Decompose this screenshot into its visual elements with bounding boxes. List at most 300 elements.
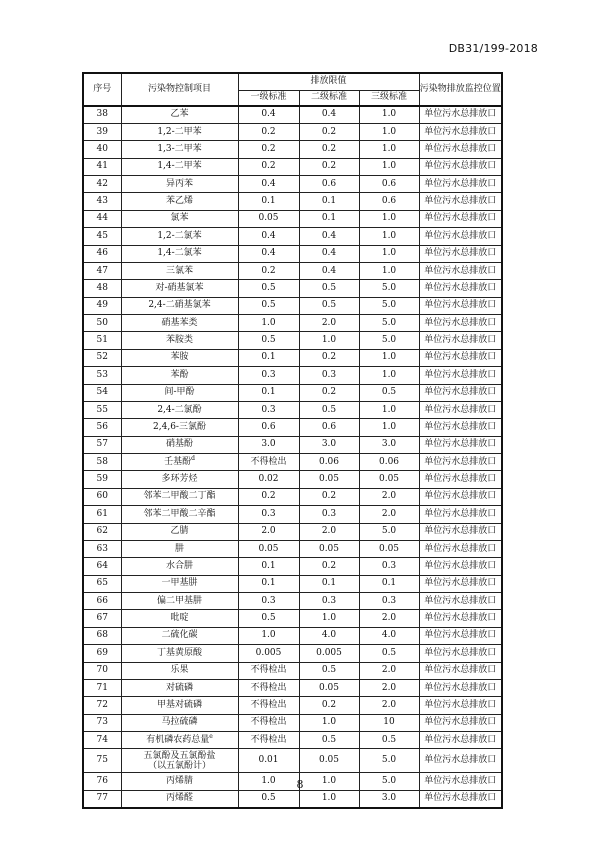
cell-level1: 3.0 <box>238 436 299 453</box>
cell-location: 单位污水总排放口 <box>419 176 502 193</box>
cell-item <box>121 488 238 505</box>
table-row <box>83 790 502 807</box>
cell-item <box>121 280 238 297</box>
cell-level2: 0.1 <box>299 210 359 227</box>
table-row <box>83 280 502 297</box>
table-row <box>83 679 502 696</box>
cell-item <box>121 679 238 696</box>
table-row <box>83 575 502 592</box>
cell-location: 单位污水总排放口 <box>419 315 502 332</box>
cell-seq: 55 <box>83 401 121 418</box>
table-row <box>83 749 502 773</box>
cell-seq: 64 <box>83 558 121 575</box>
cell-level1: 0.3 <box>238 401 299 418</box>
cell-level3: 1.0 <box>359 106 419 123</box>
table-row <box>83 627 502 644</box>
table-row <box>83 141 502 158</box>
item-name: 水合肼 <box>165 560 193 571</box>
cell-level3: 2.0 <box>359 488 419 505</box>
cell-seq: 53 <box>83 367 121 384</box>
cell-level1: 0.3 <box>238 593 299 610</box>
table-row <box>83 488 502 505</box>
cell-level1: 不得检出 <box>238 714 299 731</box>
cell-level2: 0.5 <box>299 662 359 679</box>
cell-level2: 1.0 <box>299 773 359 790</box>
cell-level3: 3.0 <box>359 436 419 453</box>
cell-level2: 0.05 <box>299 749 359 773</box>
cell-level2: 3.0 <box>299 436 359 453</box>
cell-level2: 0.4 <box>299 106 359 123</box>
cell-location: 单位污水总排放口 <box>419 471 502 488</box>
cell-level3: 1.0 <box>359 262 419 279</box>
cell-level3: 0.5 <box>359 384 419 401</box>
table-row <box>83 158 502 175</box>
column-header-seq: 序号 <box>83 73 121 106</box>
cell-level2: 2.0 <box>299 315 359 332</box>
cell-level2: 0.6 <box>299 176 359 193</box>
column-header-level1: 一级标准 <box>238 90 299 106</box>
cell-seq: 73 <box>83 714 121 731</box>
cell-item <box>121 106 238 123</box>
footnote-marker: e <box>209 732 213 740</box>
cell-level1: 1.0 <box>238 315 299 332</box>
cell-level3: 1.0 <box>359 123 419 140</box>
cell-location: 单位污水总排放口 <box>419 280 502 297</box>
cell-level1: 0.1 <box>238 349 299 366</box>
cell-level1: 0.5 <box>238 610 299 627</box>
item-name: 硝基苯类 <box>161 317 198 328</box>
cell-level3: 5.0 <box>359 749 419 773</box>
cell-level1: 不得检出 <box>238 732 299 749</box>
cell-level3: 5.0 <box>359 280 419 297</box>
cell-level1: 0.2 <box>238 488 299 505</box>
cell-seq: 42 <box>83 176 121 193</box>
table-row <box>83 245 502 262</box>
cell-level3: 1.0 <box>359 401 419 418</box>
cell-level1: 0.5 <box>238 332 299 349</box>
cell-level1: 不得检出 <box>238 679 299 696</box>
cell-seq: 43 <box>83 193 121 210</box>
cell-seq: 52 <box>83 349 121 366</box>
cell-item <box>121 193 238 210</box>
item-name: 异丙苯 <box>165 178 193 189</box>
table-row <box>83 697 502 714</box>
item-name: 吡啶 <box>170 613 189 624</box>
table-row <box>83 540 502 557</box>
cell-level3: 5.0 <box>359 523 419 540</box>
cell-level1: 0.1 <box>238 575 299 592</box>
item-name: 有机磷农药总量 <box>146 734 210 745</box>
cell-level2: 4.0 <box>299 627 359 644</box>
cell-seq: 68 <box>83 627 121 644</box>
cell-level2: 0.2 <box>299 349 359 366</box>
cell-level3: 1.0 <box>359 245 419 262</box>
table-row <box>83 332 502 349</box>
cell-location: 单位污水总排放口 <box>419 401 502 418</box>
table-row <box>83 610 502 627</box>
cell-seq: 65 <box>83 575 121 592</box>
cell-level2: 0.2 <box>299 123 359 140</box>
cell-level2: 0.05 <box>299 679 359 696</box>
cell-location: 单位污水总排放口 <box>419 436 502 453</box>
item-name: 壬基酚 <box>164 456 192 467</box>
cell-item <box>121 262 238 279</box>
cell-level2: 0.4 <box>299 228 359 245</box>
table-row <box>83 645 502 662</box>
cell-level1: 0.2 <box>238 141 299 158</box>
cell-level3: 0.05 <box>359 471 419 488</box>
cell-level1: 2.0 <box>238 523 299 540</box>
cell-item <box>121 645 238 662</box>
cell-seq: 76 <box>83 773 121 790</box>
cell-level1: 0.2 <box>238 158 299 175</box>
cell-item <box>121 436 238 453</box>
cell-level1: 不得检出 <box>238 454 299 471</box>
cell-level2: 0.06 <box>299 454 359 471</box>
table-row <box>83 662 502 679</box>
cell-level3: 4.0 <box>359 627 419 644</box>
cell-level1: 1.0 <box>238 773 299 790</box>
cell-level3: 0.5 <box>359 732 419 749</box>
table-row <box>83 315 502 332</box>
cell-item <box>121 367 238 384</box>
cell-location: 单位污水总排放口 <box>419 106 502 123</box>
column-header-limit-group: 排放限值 <box>238 73 419 90</box>
cell-level3: 2.0 <box>359 679 419 696</box>
item-name: 多环芳烃 <box>161 474 198 485</box>
cell-seq: 40 <box>83 141 121 158</box>
cell-item <box>121 454 238 471</box>
cell-seq: 69 <box>83 645 121 662</box>
cell-level2: 0.2 <box>299 558 359 575</box>
table-row <box>83 384 502 401</box>
cell-level3: 5.0 <box>359 773 419 790</box>
cell-location: 单位污水总排放口 <box>419 540 502 557</box>
cell-item <box>121 697 238 714</box>
cell-level2: 0.3 <box>299 367 359 384</box>
cell-level3: 1.0 <box>359 228 419 245</box>
item-name: 2,4-二硝基氯苯 <box>148 300 211 311</box>
item-name: 二硫化碳 <box>161 630 198 641</box>
cell-level1: 0.2 <box>238 123 299 140</box>
cell-level1: 0.5 <box>238 297 299 314</box>
cell-level2: 1.0 <box>299 332 359 349</box>
cell-level1: 0.02 <box>238 471 299 488</box>
cell-location: 单位污水总排放口 <box>419 790 502 807</box>
cell-item <box>121 662 238 679</box>
cell-location: 单位污水总排放口 <box>419 575 502 592</box>
item-name: 氯苯 <box>170 213 189 224</box>
cell-location: 单位污水总排放口 <box>419 523 502 540</box>
cell-seq: 77 <box>83 790 121 807</box>
cell-seq: 39 <box>83 123 121 140</box>
cell-seq: 72 <box>83 697 121 714</box>
item-name: 1,4-二氯苯 <box>157 248 202 259</box>
cell-item <box>121 575 238 592</box>
cell-item <box>121 471 238 488</box>
table-row <box>83 593 502 610</box>
cell-level2: 0.005 <box>299 645 359 662</box>
table-body <box>83 106 502 808</box>
item-name: 丙烯腈 <box>165 776 193 787</box>
cell-level2: 1.0 <box>299 790 359 807</box>
cell-level1: 0.1 <box>238 193 299 210</box>
cell-location: 单位污水总排放口 <box>419 454 502 471</box>
cell-level3: 0.06 <box>359 454 419 471</box>
cell-location: 单位污水总排放口 <box>419 367 502 384</box>
table-row <box>83 106 502 123</box>
column-header-level3: 三级标准 <box>359 90 419 106</box>
cell-location: 单位污水总排放口 <box>419 662 502 679</box>
cell-level3: 1.0 <box>359 419 419 436</box>
cell-level1: 不得检出 <box>238 697 299 714</box>
cell-level2: 0.2 <box>299 158 359 175</box>
cell-level1: 0.1 <box>238 558 299 575</box>
cell-item <box>121 506 238 523</box>
cell-seq: 62 <box>83 523 121 540</box>
cell-item <box>121 228 238 245</box>
cell-level2: 0.1 <box>299 193 359 210</box>
item-name: 五氯酚及五氯酚盐 （以五氯酚计） <box>143 750 216 771</box>
cell-level3: 1.0 <box>359 141 419 158</box>
cell-level2: 2.0 <box>299 523 359 540</box>
table-row <box>83 506 502 523</box>
cell-location: 单位污水总排放口 <box>419 349 502 366</box>
cell-item <box>121 401 238 418</box>
cell-level1: 0.4 <box>238 106 299 123</box>
cell-item <box>121 176 238 193</box>
item-name: 2,4,6-三氯酚 <box>153 421 206 432</box>
cell-seq: 61 <box>83 506 121 523</box>
cell-level2: 0.3 <box>299 506 359 523</box>
cell-level3: 0.1 <box>359 575 419 592</box>
cell-level1: 0.4 <box>238 176 299 193</box>
cell-level3: 1.0 <box>359 210 419 227</box>
table-row <box>83 123 502 140</box>
item-name: 2,4-二氯酚 <box>157 404 202 415</box>
cell-level1: 0.1 <box>238 384 299 401</box>
item-name: 对硫磷 <box>165 682 193 693</box>
cell-seq: 71 <box>83 679 121 696</box>
cell-level3: 2.0 <box>359 662 419 679</box>
cell-item <box>121 540 238 557</box>
table-row <box>83 262 502 279</box>
cell-level1: 0.4 <box>238 228 299 245</box>
cell-level2: 0.2 <box>299 697 359 714</box>
cell-level1: 0.5 <box>238 790 299 807</box>
table-row <box>83 471 502 488</box>
cell-level3: 2.0 <box>359 610 419 627</box>
table-row <box>83 349 502 366</box>
cell-level3: 0.05 <box>359 540 419 557</box>
cell-seq: 66 <box>83 593 121 610</box>
item-name: 马拉硫磷 <box>161 717 198 728</box>
cell-item <box>121 523 238 540</box>
cell-location: 单位污水总排放口 <box>419 193 502 210</box>
table-row <box>83 714 502 731</box>
item-name: 1,4-二甲苯 <box>157 161 202 172</box>
item-name: 1,3-二甲苯 <box>157 143 202 154</box>
cell-location: 单位污水总排放口 <box>419 297 502 314</box>
cell-item <box>121 384 238 401</box>
cell-level3: 0.6 <box>359 176 419 193</box>
cell-level2: 0.2 <box>299 384 359 401</box>
cell-seq: 59 <box>83 471 121 488</box>
table-row <box>83 193 502 210</box>
emission-limits-table <box>82 72 503 809</box>
cell-level1: 1.0 <box>238 627 299 644</box>
cell-level3: 5.0 <box>359 297 419 314</box>
page-number: 8 <box>296 778 304 791</box>
table-row <box>83 454 502 471</box>
table-row <box>83 436 502 453</box>
item-name: 甲基对硫磷 <box>156 699 202 710</box>
cell-seq: 57 <box>83 436 121 453</box>
cell-level3: 0.5 <box>359 645 419 662</box>
cell-level3: 0.3 <box>359 593 419 610</box>
column-header-location: 污染物排放监控位置 <box>419 73 502 106</box>
cell-seq: 48 <box>83 280 121 297</box>
table-row <box>83 558 502 575</box>
cell-location: 单位污水总排放口 <box>419 245 502 262</box>
cell-level1: 0.4 <box>238 245 299 262</box>
cell-location: 单位污水总排放口 <box>419 384 502 401</box>
cell-level3: 3.0 <box>359 790 419 807</box>
cell-location: 单位污水总排放口 <box>419 593 502 610</box>
cell-location: 单位污水总排放口 <box>419 714 502 731</box>
cell-seq: 46 <box>83 245 121 262</box>
item-name: 苯胺类 <box>165 335 193 346</box>
item-name: 肼 <box>174 543 184 554</box>
cell-level3: 10 <box>359 714 419 731</box>
cell-seq: 51 <box>83 332 121 349</box>
cell-item <box>121 749 238 773</box>
cell-location: 单位污水总排放口 <box>419 749 502 773</box>
cell-item <box>121 245 238 262</box>
footnote-marker: d <box>191 454 195 462</box>
cell-level2: 0.4 <box>299 262 359 279</box>
cell-level2: 0.5 <box>299 401 359 418</box>
item-name: 邻苯二甲酸二辛酯 <box>143 508 216 519</box>
cell-level3: 2.0 <box>359 506 419 523</box>
cell-seq: 50 <box>83 315 121 332</box>
cell-level3: 1.0 <box>359 367 419 384</box>
cell-location: 单位污水总排放口 <box>419 558 502 575</box>
column-header-level2: 二级标准 <box>299 90 359 106</box>
cell-location: 单位污水总排放口 <box>419 679 502 696</box>
cell-level1: 0.5 <box>238 280 299 297</box>
cell-level2: 0.1 <box>299 575 359 592</box>
cell-level2: 0.3 <box>299 593 359 610</box>
cell-location: 单位污水总排放口 <box>419 262 502 279</box>
cell-item <box>121 732 238 749</box>
cell-item <box>121 610 238 627</box>
cell-seq: 56 <box>83 419 121 436</box>
cell-item <box>121 714 238 731</box>
table-row <box>83 176 502 193</box>
cell-level1: 0.2 <box>238 262 299 279</box>
table-row <box>83 401 502 418</box>
cell-item <box>121 158 238 175</box>
cell-item <box>121 790 238 807</box>
cell-seq: 70 <box>83 662 121 679</box>
column-header-item: 污染物控制项目 <box>121 73 238 106</box>
cell-seq: 67 <box>83 610 121 627</box>
cell-location: 单位污水总排放口 <box>419 228 502 245</box>
cell-level3: 0.3 <box>359 558 419 575</box>
table-row <box>83 732 502 749</box>
item-name: 乙腈 <box>170 526 189 537</box>
item-name: 苯酚 <box>170 369 189 380</box>
cell-seq: 49 <box>83 297 121 314</box>
cell-level2: 1.0 <box>299 610 359 627</box>
cell-level3: 1.0 <box>359 349 419 366</box>
table-row <box>83 523 502 540</box>
cell-level2: 0.05 <box>299 471 359 488</box>
item-name: 乐果 <box>170 665 189 676</box>
cell-level2: 0.2 <box>299 488 359 505</box>
item-name: 乙苯 <box>170 109 189 120</box>
cell-location: 单位污水总排放口 <box>419 158 502 175</box>
cell-level2: 1.0 <box>299 714 359 731</box>
cell-level2: 0.05 <box>299 540 359 557</box>
cell-seq: 75 <box>83 749 121 773</box>
table-row <box>83 228 502 245</box>
cell-level1: 0.05 <box>238 540 299 557</box>
cell-item <box>121 332 238 349</box>
cell-location: 单位污水总排放口 <box>419 645 502 662</box>
cell-level1: 0.01 <box>238 749 299 773</box>
table-row <box>83 297 502 314</box>
cell-seq: 74 <box>83 732 121 749</box>
item-name: 1,2-二氯苯 <box>157 230 202 241</box>
cell-level2: 0.2 <box>299 141 359 158</box>
item-name: 丁基黄原酸 <box>156 647 202 658</box>
cell-level3: 0.6 <box>359 193 419 210</box>
item-name: 间-甲酚 <box>164 387 195 398</box>
cell-location: 单位污水总排放口 <box>419 627 502 644</box>
cell-level2: 0.4 <box>299 245 359 262</box>
cell-item <box>121 297 238 314</box>
cell-location: 单位污水总排放口 <box>419 419 502 436</box>
cell-level1: 0.3 <box>238 506 299 523</box>
cell-seq: 47 <box>83 262 121 279</box>
table-row <box>83 367 502 384</box>
item-name: 对-硝基氯苯 <box>155 282 204 293</box>
item-name: 苯胺 <box>170 352 189 363</box>
cell-item <box>121 558 238 575</box>
cell-item <box>121 419 238 436</box>
cell-seq: 41 <box>83 158 121 175</box>
cell-seq: 60 <box>83 488 121 505</box>
cell-level2: 0.5 <box>299 280 359 297</box>
cell-level3: 5.0 <box>359 315 419 332</box>
cell-level1: 0.005 <box>238 645 299 662</box>
cell-seq: 58 <box>83 454 121 471</box>
cell-location: 单位污水总排放口 <box>419 210 502 227</box>
cell-seq: 45 <box>83 228 121 245</box>
table-row <box>83 210 502 227</box>
cell-item <box>121 315 238 332</box>
cell-location: 单位污水总排放口 <box>419 123 502 140</box>
item-name: 一甲基肼 <box>161 578 198 589</box>
cell-item <box>121 141 238 158</box>
cell-item <box>121 349 238 366</box>
cell-level3: 5.0 <box>359 332 419 349</box>
table-row <box>83 419 502 436</box>
cell-level2: 0.5 <box>299 297 359 314</box>
item-name: 苯乙烯 <box>165 196 193 207</box>
